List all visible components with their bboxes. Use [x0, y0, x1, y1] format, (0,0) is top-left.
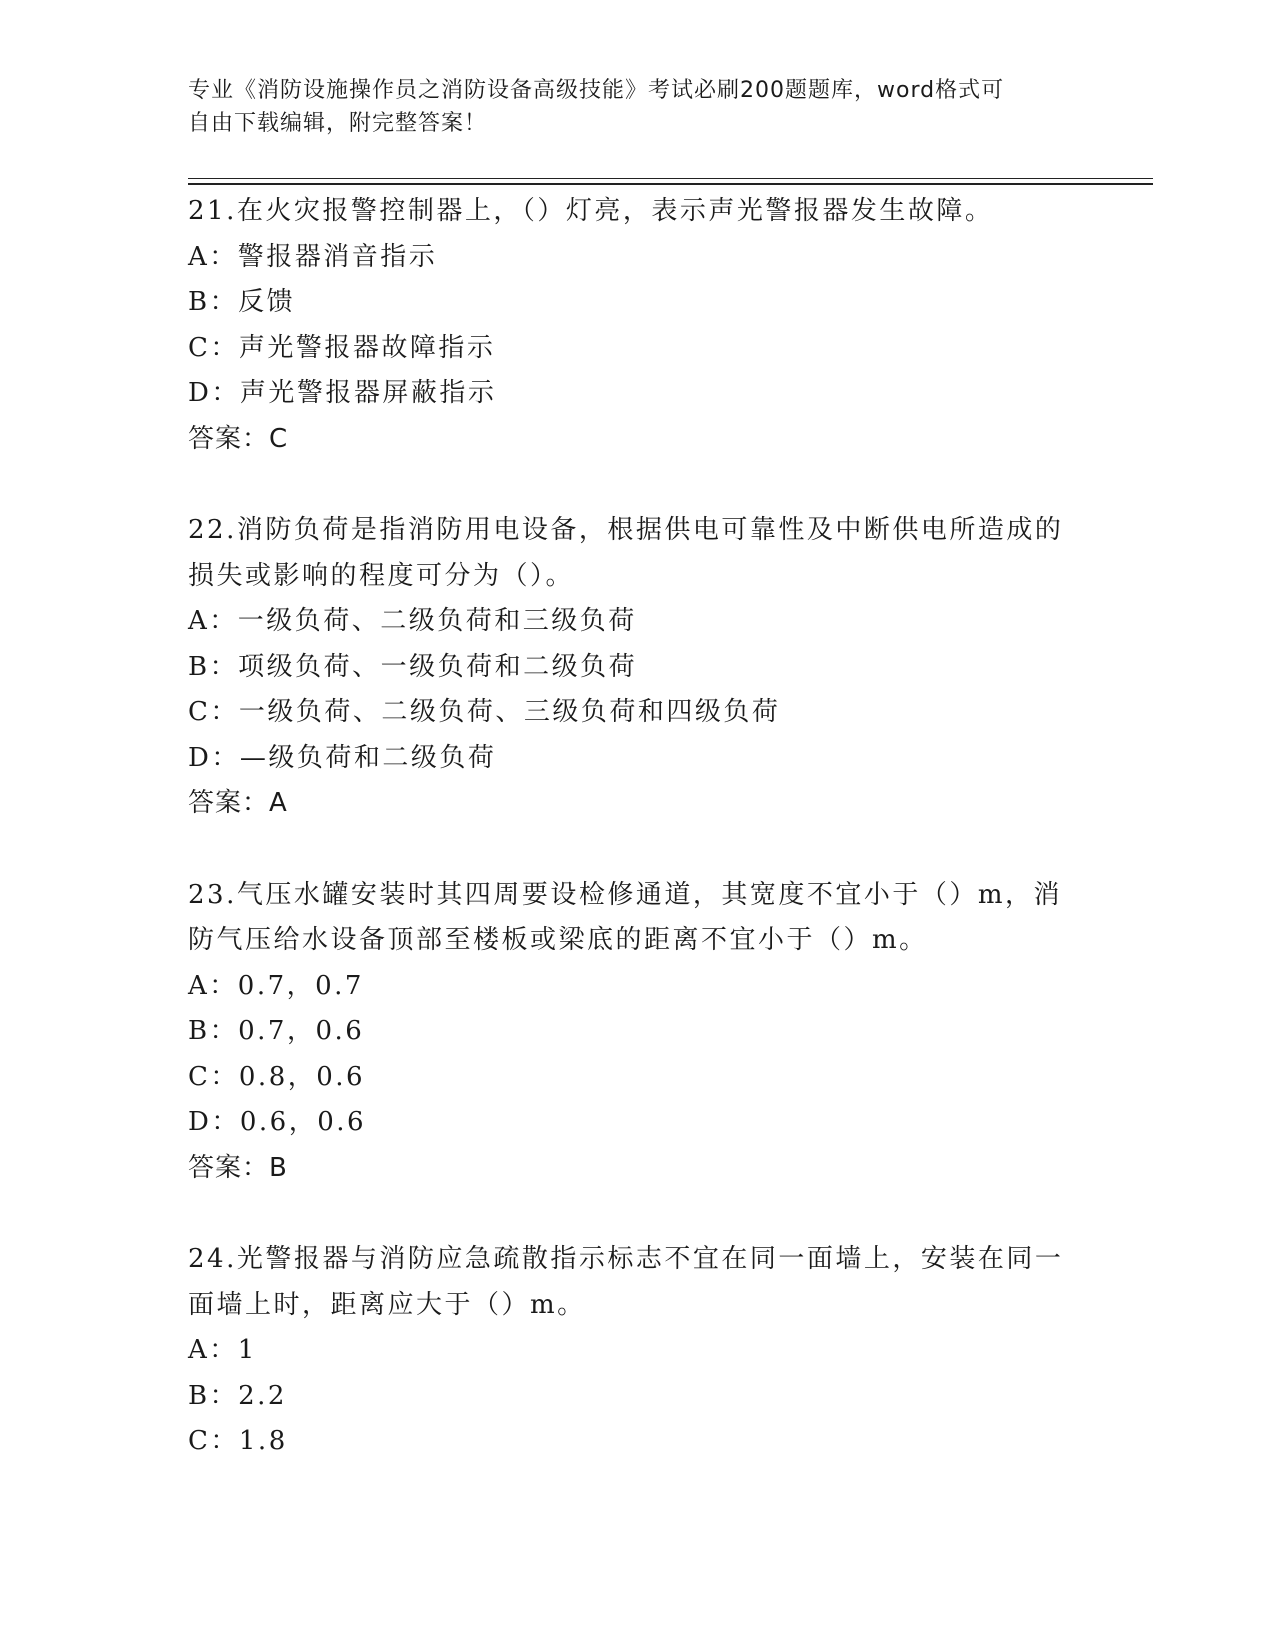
option-d: D：声光警报器屏蔽指示 [188, 378, 497, 408]
answer: 答案：B [188, 1152, 288, 1183]
answer: 答案：C [188, 423, 289, 454]
header-divider-thick [188, 183, 1153, 185]
option-c: C：声光警报器故障指示 [188, 332, 496, 363]
question-stem-line-1: 22.消防负荷是指消防用电设备，根据供电可靠性及中断供电所造成的 [188, 515, 1064, 545]
question-stem-line-2: 面墙上时，距离应大于（）m。 [188, 1289, 586, 1320]
question-stem-line-1: 24.光警报器与消防应急疏散指示标志不宜在同一面墙上，安装在同一 [188, 1244, 1064, 1274]
option-b: B：0.7，0.6 [188, 1016, 365, 1046]
option-b: B：反馈 [188, 287, 296, 317]
answer: 答案：A [188, 788, 288, 818]
header-line-1: 专业《消防设施操作员之消防设备高级技能》考试必刷200题题库，word格式可 [188, 78, 1005, 103]
option-c: C：一级负荷、二级负荷、三级负荷和四级负荷 [188, 697, 781, 727]
option-a: A：警报器消音指示 [188, 241, 438, 272]
question-stem: 21.在火灾报警控制器上，（）灯亮，表示声光警报器发生故障。 [188, 196, 994, 226]
question-24 [188, 1237, 1088, 1465]
option-d: D：—级负荷和二级负荷 [188, 742, 497, 773]
header-divider-thin [188, 178, 1153, 179]
document-header [188, 74, 1088, 140]
question-stem-line-1: 23.气压水罐安装时其四周要设检修通道，其宽度不宜小于（）m，消 [188, 879, 1063, 910]
question-23 [188, 873, 1088, 1192]
question-21 [188, 189, 1088, 462]
question-stem-line-2: 防气压给水设备顶部至楼板或梁底的距离不宜小于（）m。 [188, 925, 928, 955]
option-a: A：一级负荷、二级负荷和三级负荷 [188, 606, 637, 636]
option-a: A：1 [188, 1335, 257, 1365]
option-c: C：1.8 [188, 1426, 288, 1456]
option-a: A：0.7，0.7 [188, 970, 364, 1001]
question-list [188, 189, 1088, 1511]
option-b: B：2.2 [188, 1380, 287, 1411]
option-b: B：项级负荷、一级负荷和二级负荷 [188, 651, 638, 682]
question-22 [188, 508, 1088, 827]
option-c: C：0.8，0.6 [188, 1061, 366, 1092]
question-stem-line-2: 损失或影响的程度可分为（）。 [188, 560, 575, 591]
header-line-2: 自由下载编辑，附完整答案！ [188, 111, 488, 136]
option-d: D：0.6，0.6 [188, 1107, 367, 1137]
